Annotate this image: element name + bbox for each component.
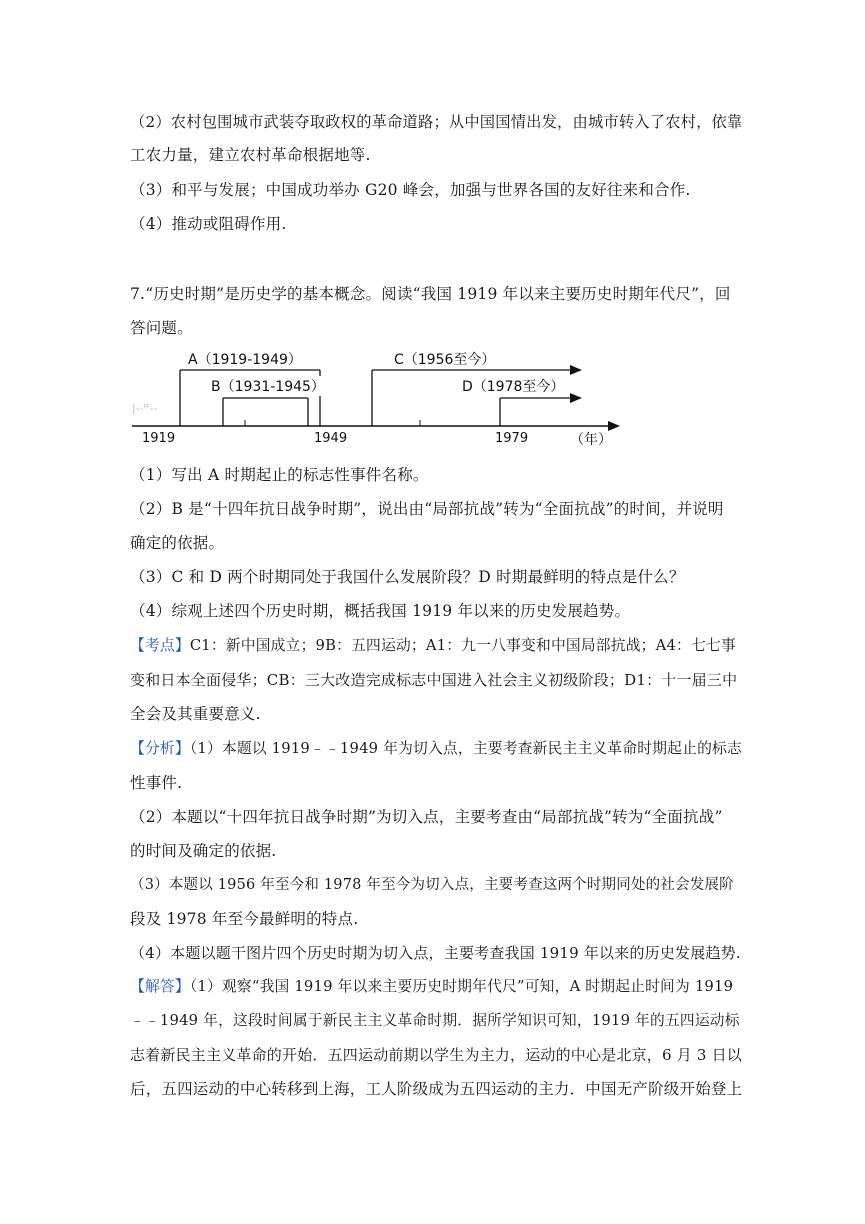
timeline-svg: [130, 346, 630, 458]
label-b: B（1931-1945）: [211, 379, 325, 395]
subquestion-3: （3）C 和 D 两个时期同处于我国什么发展阶段？D 时期最鲜明的特点是什么？: [130, 568, 685, 586]
scan-artifact: |-·ꟸ--: [132, 402, 158, 415]
answer-line: （4）推动或阻碍作用.: [130, 215, 287, 233]
jieda-line: 后，五四运动的中心转移到上海，工人阶级成为五四运动的主力．中国无产阶级开始登上: [130, 1080, 743, 1098]
jieda-line: 志着新民主主义革命的开始．五四运动前期以学生为主力，运动的中心是北京，6 月 3 日以: [130, 1046, 742, 1064]
kaodian-tag: 【考点】: [130, 637, 190, 654]
label-a: A（1919-1949）: [188, 352, 302, 368]
fenxi-line: 性事件.: [130, 774, 183, 792]
answer-line: （2）农村包围城市武装夺取政权的革命道路；从中国国情出发，由城市转入了农村，依靠: [130, 113, 743, 131]
kaodian-line: 变和日本全面侵华；CB：三大改造完成标志中国进入社会主义初级阶段；D1：十一届三中: [130, 671, 738, 689]
fenxi-line: （3）本题以 1956 年至今和 1978 年至今为切入点，主要考查这两个时期同处的社会发展阶: [130, 877, 734, 893]
answer-line: 工农力量，建立农村革命根据地等.: [130, 146, 371, 164]
question-7-stem: 7.“历史时期”是历史学的基本概念。阅读“我国 1919 年以来主要历史时期年代尺”，回: [130, 285, 731, 303]
fenxi-line: 段及 1978 年至今最鲜明的特点.: [130, 910, 359, 928]
subquestion-2: （2）B 是“十四年抗日战争时期”，说出由“局部抗战”转为“全面抗战”的时间，并说明: [130, 500, 724, 518]
year-label-1979: 1979: [495, 431, 529, 446]
kaodian-line: 全会及其重要意义.: [130, 705, 261, 723]
fenxi-tag: 【分析】: [130, 740, 190, 757]
fenxi-line: （4）本题以题干图片四个历史时期为切入点，主要考查我国 1919 年以来的历史发展趋势.: [130, 944, 741, 962]
label-c: C（1956至今）: [394, 352, 496, 368]
kaodian-line: [130, 636, 742, 656]
answer-line: （3）和平与发展；中国成功举办 G20 峰会，加强与世界各国的友好往来和合作.: [130, 181, 691, 199]
fenxi-line: [130, 739, 742, 759]
jieda-line: ﹣﹣1949 年，这段时间属于新民主主义革命时期．据所学知识可知，1919 年的五四运动标: [130, 1012, 740, 1029]
jieda-tag: 【解答】: [130, 978, 190, 995]
unit-label: （年）: [570, 432, 612, 448]
jieda-text: （1）观察“我国 1919 年以来主要历史时期年代尺”可知，A 时期起止时间为 1919: [189, 978, 734, 995]
subquestion-4: （4）综观上述四个历史时期，概括我国 1919 年以来的历史发展趋势。: [130, 602, 631, 620]
arrow-d-head: [570, 393, 582, 403]
fenxi-text: （1）本题以 1919﹣﹣1949 年为切入点，主要考查新民主主义革命时期起止的标志: [189, 740, 742, 757]
year-label-1919: 1919: [142, 431, 176, 446]
axis-arrowhead: [608, 421, 620, 431]
label-d: D（1978至今）: [462, 379, 565, 395]
jieda-line: [130, 977, 742, 997]
arrow-c-head: [570, 365, 582, 375]
fenxi-line: 的时间及确定的依据.: [130, 842, 277, 860]
kaodian-text: C1：新中国成立；9B：五四运动；A1：九一八事变和中国局部抗战；A4：七七事: [189, 637, 736, 654]
year-label-1949: 1949: [314, 431, 348, 446]
fenxi-line: （2）本题以“十四年抗日战争时期”为切入点，主要考查由“局部抗战”转为“全面抗战”: [130, 808, 723, 826]
subquestion-2: 确定的依据。: [130, 534, 225, 552]
question-7-stem: 答问题。: [130, 319, 193, 337]
subquestion-1: （1）写出 A 时期起止的标志性事件名称。: [130, 466, 429, 484]
timeline-figure: [130, 346, 630, 458]
